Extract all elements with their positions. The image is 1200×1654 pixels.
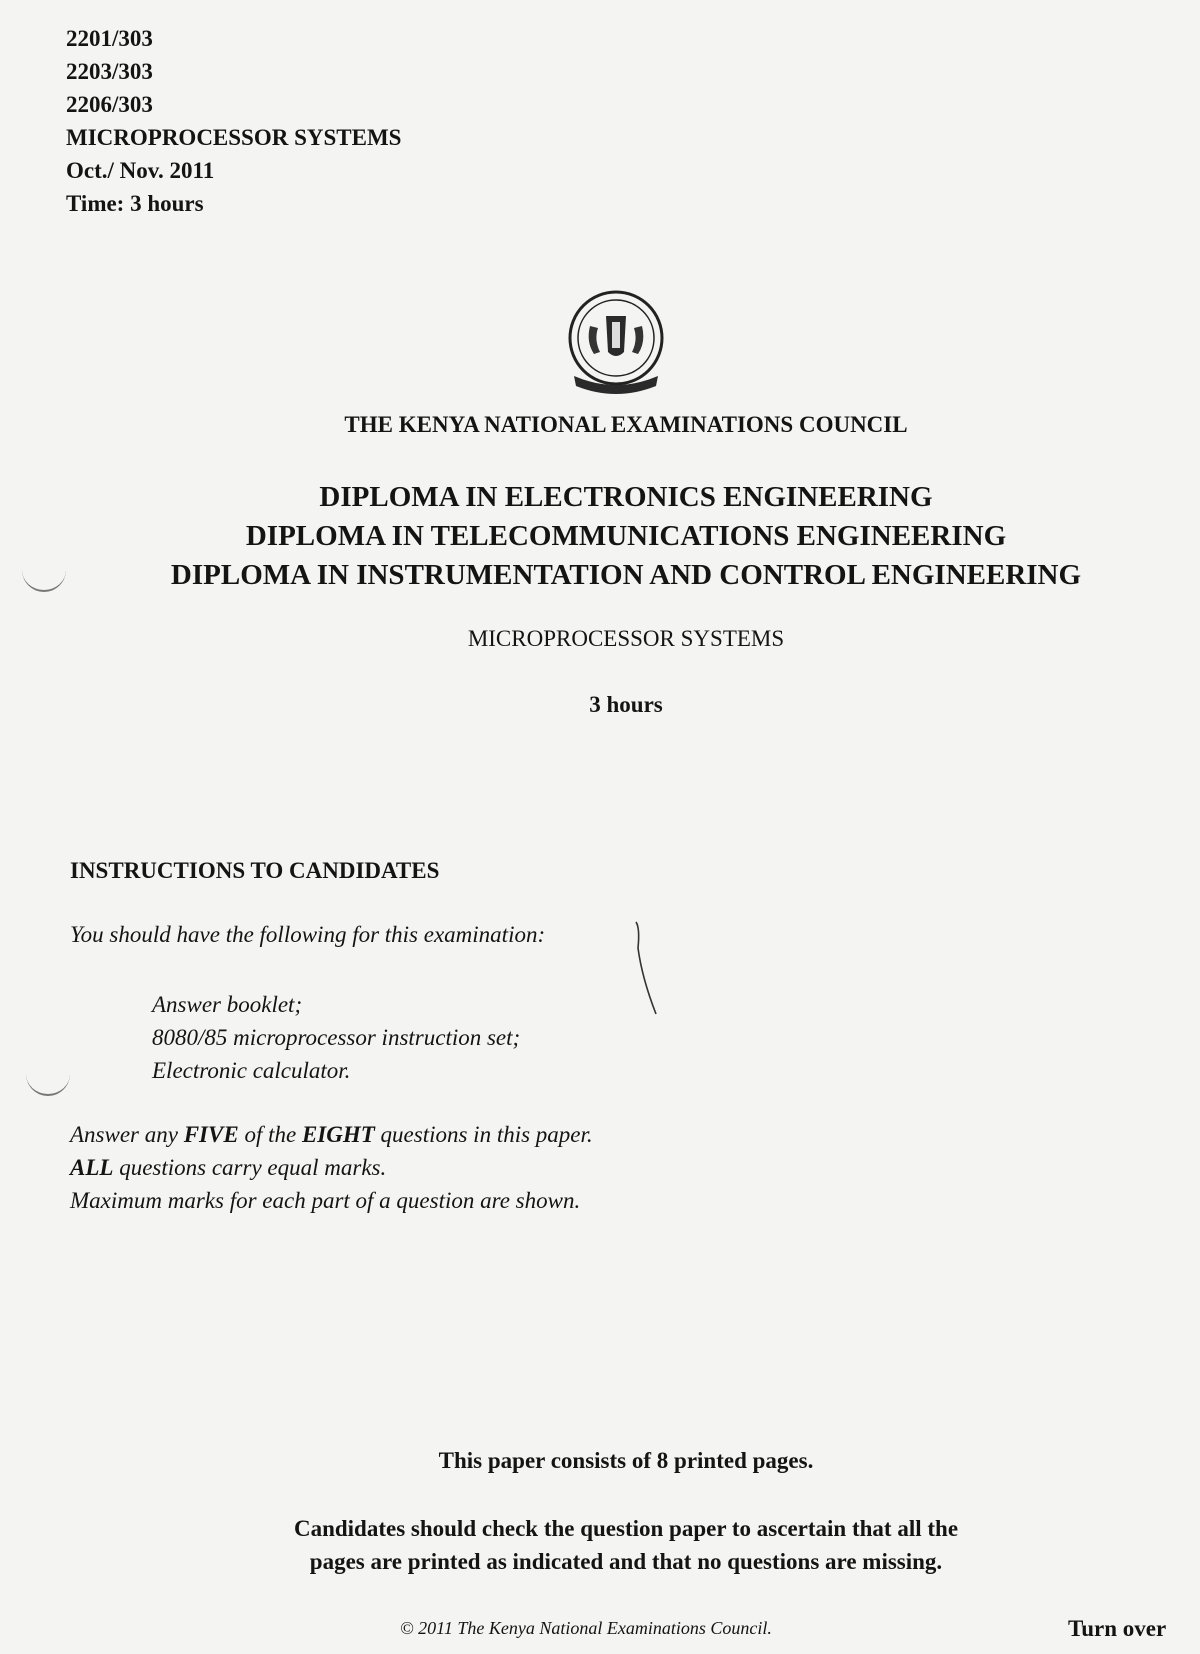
diploma-title: DIPLOMA IN TELECOMMUNICATIONS ENGINEERING — [245, 520, 1007, 552]
instructions-intro: You should have the following for this examination: — [70, 922, 546, 947]
rule-answer-five: Answer any FIVE of the EIGHT questions in this paper. — [70, 1122, 593, 1147]
paper-subject: MICROPROCESSOR SYSTEMS — [467, 626, 785, 651]
check-note — [0, 1512, 1200, 1578]
instructions-heading: INSTRUCTIONS TO CANDIDATES — [70, 858, 440, 883]
header-subject: MICROPROCESSOR SYSTEMS — [66, 125, 402, 150]
list-item: Electronic calculator. — [152, 1058, 351, 1083]
rule-max-marks: Maximum marks for each part of a question are shown. — [70, 1188, 581, 1213]
paper-code-2: 2203/303 — [66, 59, 153, 84]
coat-of-arms-icon — [560, 286, 672, 398]
paper-header — [66, 22, 401, 220]
copyright-notice: © 2011 The Kenya National Examinations Council. — [400, 1618, 772, 1638]
pen-mark — [632, 918, 662, 1018]
paper-code-1: 2201/303 — [66, 26, 153, 51]
rule-equal-marks: ALL questions carry equal marks. — [70, 1155, 387, 1180]
list-item: 8080/85 microprocessor instruction set; — [152, 1025, 521, 1050]
diploma-title: DIPLOMA IN INSTRUMENTATION AND CONTROL ENGINEERING — [170, 559, 1082, 591]
turn-over-label: Turn over — [1068, 1616, 1167, 1641]
diploma-title: DIPLOMA IN ELECTRONICS ENGINEERING — [319, 481, 933, 513]
council-name: THE KENYA NATIONAL EXAMINATIONS COUNCIL — [344, 412, 908, 437]
check-note-line: pages are printed as indicated and that no questions are missing. — [309, 1549, 943, 1574]
check-note-line: Candidates should check the question paper to ascertain that all the — [293, 1516, 959, 1541]
requirements-list — [152, 988, 520, 1087]
punch-hole — [26, 1064, 70, 1096]
paper-duration: 3 hours — [589, 692, 663, 717]
list-item: Answer booklet; — [152, 992, 303, 1017]
exam-rules — [70, 1118, 593, 1217]
diploma-titles — [0, 478, 1200, 595]
paper-code-3: 2206/303 — [66, 92, 153, 117]
pages-note: This paper consists of 8 printed pages. — [438, 1448, 814, 1473]
header-time: Time: 3 hours — [66, 191, 204, 216]
header-session: Oct./ Nov. 2011 — [66, 158, 215, 183]
